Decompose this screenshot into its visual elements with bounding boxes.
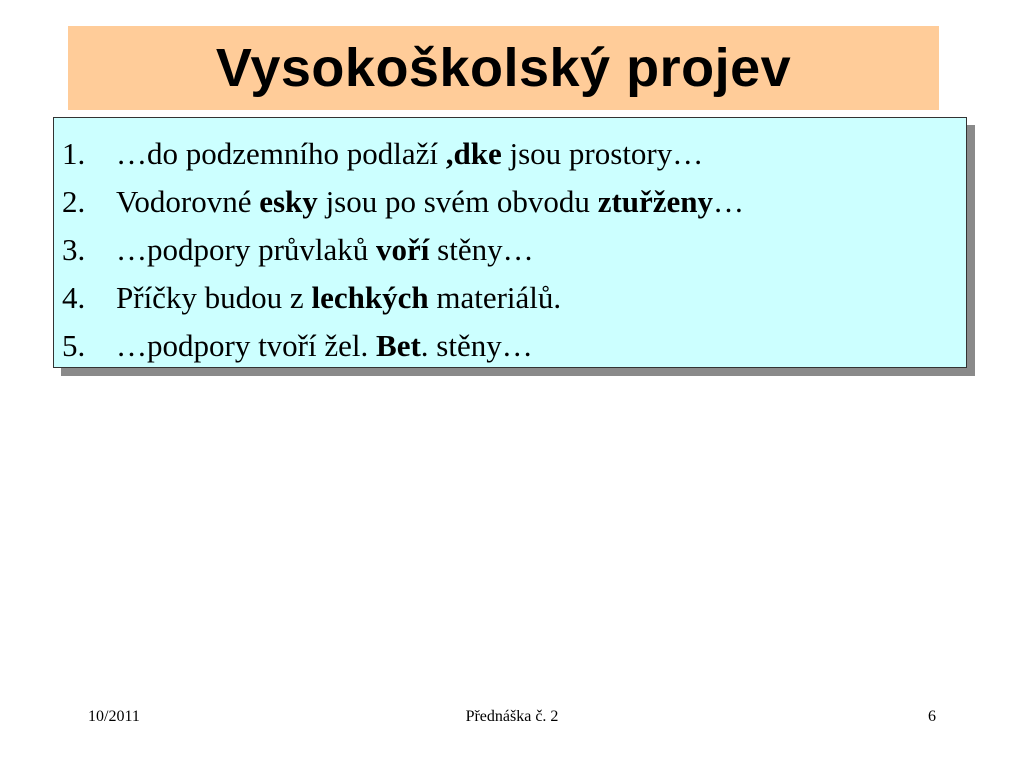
numbered-list xyxy=(62,130,744,370)
list-item-number: 4. xyxy=(62,280,86,315)
list-item xyxy=(62,226,744,274)
slide-title-bar xyxy=(68,26,939,110)
list-item-number: 3. xyxy=(62,232,86,267)
list-item xyxy=(62,274,744,322)
list-item xyxy=(62,178,744,226)
list-item-text: …podpory průvlaků voří stěny… xyxy=(116,232,534,267)
list-item-number: 2. xyxy=(62,184,86,219)
slide-title: Vysokoškolský projev xyxy=(215,38,792,98)
list-item-text: …do podzemního podlaží ,dke jsou prostory… xyxy=(116,136,704,171)
footer-date: 10/2011 xyxy=(88,708,140,725)
list-item-number: 5. xyxy=(62,328,86,363)
list-item-number: 1. xyxy=(62,136,86,171)
footer-lecture-label: Přednáška č. 2 xyxy=(465,708,559,725)
content-box xyxy=(53,117,967,368)
list-item-text: …podpory tvoří žel. Bet. stěny… xyxy=(116,328,533,363)
list-item-text: Vodorovné esky jsou po svém obvodu ztuřženy… xyxy=(116,184,745,219)
list-item xyxy=(62,322,744,370)
slide-number: 6 xyxy=(928,708,936,725)
list-item xyxy=(62,130,744,178)
list-item-text: Příčky budou z lechkých materiálů. xyxy=(116,280,562,315)
